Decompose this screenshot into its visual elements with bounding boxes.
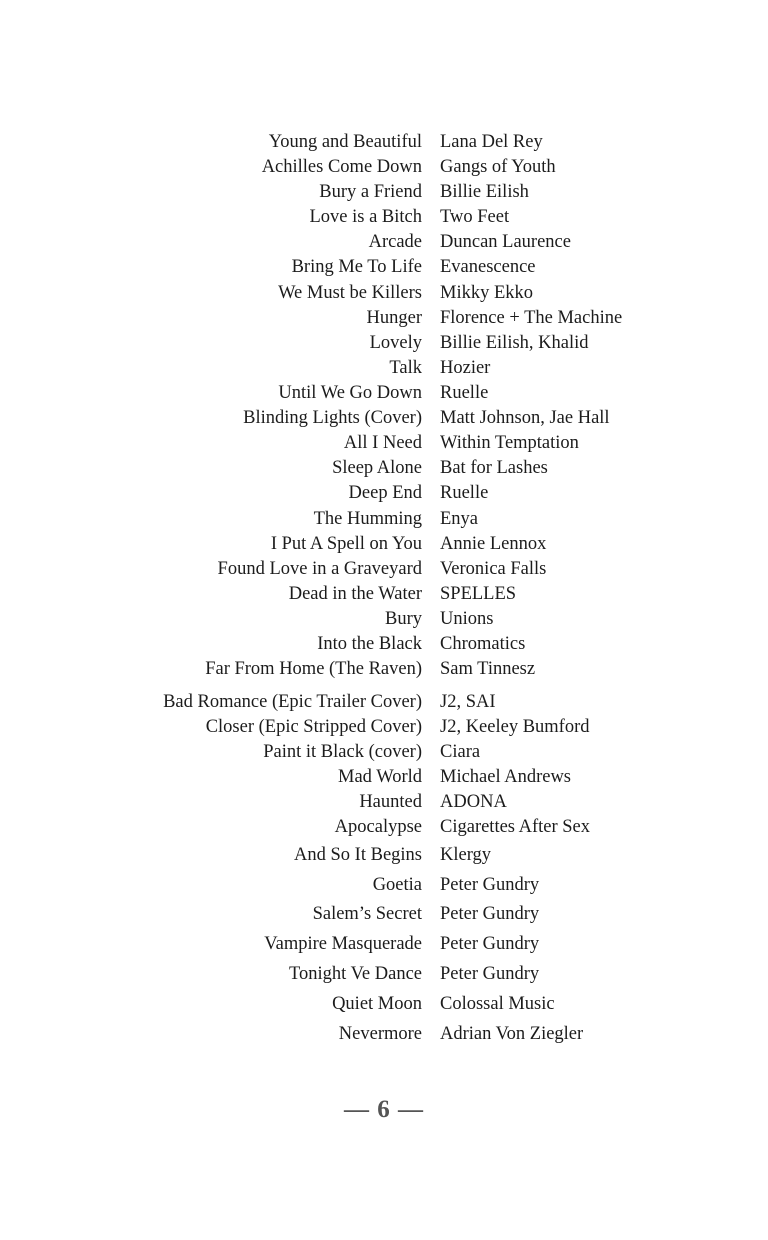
- track-row: [0, 657, 768, 682]
- track-title: All I Need: [343, 433, 422, 453]
- track-title: Bad Romance (Epic Trailer Cover): [163, 692, 422, 712]
- track-artist: SPELLES: [440, 584, 517, 604]
- track-title: Vampire Masquerade: [264, 934, 422, 954]
- track-artist: Ruelle: [440, 383, 489, 403]
- track-row: [0, 406, 768, 431]
- track-title: Bury a Friend: [319, 182, 422, 202]
- track-row: [0, 843, 768, 868]
- track-artist: J2, SAI: [440, 692, 496, 712]
- track-artist: Adrian Von Ziegler: [440, 1024, 584, 1044]
- track-title: Dead in the Water: [288, 584, 422, 604]
- track-artist: Lana Del Rey: [440, 132, 543, 152]
- track-artist: Veronica Falls: [440, 559, 547, 579]
- track-title: We Must be Killers: [278, 283, 422, 303]
- track-title: Closer (Epic Stripped Cover): [205, 717, 422, 737]
- track-title: Bring Me To Life: [291, 257, 422, 277]
- track-artist: Cigarettes After Sex: [440, 817, 591, 837]
- track-row: [0, 962, 768, 987]
- track-row: [0, 1022, 768, 1047]
- track-title: Goetia: [372, 875, 422, 895]
- track-artist: Gangs of Youth: [440, 157, 556, 177]
- track-row: [0, 532, 768, 557]
- track-artist: Peter Gundry: [440, 964, 540, 984]
- track-row: [0, 381, 768, 406]
- page-number: — 6 —: [344, 1096, 424, 1123]
- track-artist: Annie Lennox: [440, 534, 547, 554]
- track-title: Nevermore: [338, 1024, 422, 1044]
- track-artist: Ciara: [440, 742, 481, 762]
- track-row: [0, 632, 768, 657]
- track-artist: Hozier: [440, 358, 491, 378]
- track-row: [0, 481, 768, 506]
- track-title: Salem’s Secret: [312, 904, 422, 924]
- track-title: Sleep Alone: [332, 458, 422, 478]
- track-row: [0, 456, 768, 481]
- track-row: [0, 690, 768, 715]
- track-row: [0, 557, 768, 582]
- track-title: I Put A Spell on You: [270, 534, 422, 554]
- track-artist: ADONA: [440, 792, 507, 812]
- track-artist: Florence + The Machine: [440, 308, 623, 328]
- track-artist: Peter Gundry: [440, 934, 540, 954]
- track-row: [0, 790, 768, 815]
- track-title: Far From Home (The Raven): [205, 659, 422, 679]
- track-title: Tonight Ve Dance: [289, 964, 422, 984]
- track-row: [0, 356, 768, 381]
- track-title: Achilles Come Down: [261, 157, 422, 177]
- track-title: Lovely: [369, 333, 422, 353]
- track-title: Bury: [385, 609, 422, 629]
- track-artist: Unions: [440, 609, 494, 629]
- track-title: Deep End: [348, 483, 422, 503]
- track-title: Apocalypse: [334, 817, 422, 837]
- track-artist: Two Feet: [440, 207, 510, 227]
- track-artist: Sam Tinnesz: [440, 659, 536, 679]
- track-artist: Peter Gundry: [440, 904, 540, 924]
- track-row: [0, 715, 768, 740]
- track-title: Paint it Black (cover): [263, 742, 422, 762]
- track-title: Quiet Moon: [332, 994, 422, 1014]
- track-title: The Humming: [313, 509, 422, 529]
- track-row: [0, 873, 768, 898]
- track-artist: Matt Johnson, Jae Hall: [440, 408, 610, 428]
- track-title: Mad World: [338, 767, 422, 787]
- track-row: [0, 607, 768, 632]
- track-artist: Michael Andrews: [440, 767, 572, 787]
- track-artist: Klergy: [440, 845, 492, 865]
- track-row: [0, 155, 768, 180]
- track-title: And So It Begins: [294, 845, 422, 865]
- track-artist: Colossal Music: [440, 994, 555, 1014]
- track-row: [0, 205, 768, 230]
- track-row: [0, 992, 768, 1017]
- track-artist: Billie Eilish: [440, 182, 529, 202]
- track-artist: Duncan Laurence: [440, 232, 571, 252]
- track-artist: Ruelle: [440, 483, 489, 503]
- track-title: Young and Beautiful: [268, 132, 422, 152]
- track-title: Arcade: [368, 232, 422, 252]
- track-artist: Chromatics: [440, 634, 526, 654]
- track-row: [0, 740, 768, 765]
- track-row: [0, 815, 768, 840]
- track-row: [0, 932, 768, 957]
- track-row: [0, 281, 768, 306]
- track-row: [0, 765, 768, 790]
- track-artist: Within Temptation: [440, 433, 579, 453]
- track-row: [0, 582, 768, 607]
- track-row: [0, 255, 768, 280]
- track-row: [0, 431, 768, 456]
- track-row: [0, 306, 768, 331]
- track-title: Blinding Lights (Cover): [243, 408, 422, 428]
- track-row: [0, 230, 768, 255]
- track-artist: Bat for Lashes: [440, 458, 548, 478]
- track-artist: Evanescence: [440, 257, 536, 277]
- track-artist: Mikky Ekko: [440, 283, 534, 303]
- track-title: Love is a Bitch: [309, 207, 422, 227]
- track-title: Talk: [389, 358, 422, 378]
- track-artist: Enya: [440, 509, 479, 529]
- track-title: Found Love in a Graveyard: [217, 559, 422, 579]
- track-row: [0, 902, 768, 927]
- track-title: Haunted: [359, 792, 422, 812]
- track-title: Hunger: [366, 308, 422, 328]
- track-row: [0, 180, 768, 205]
- track-artist: Billie Eilish, Khalid: [440, 333, 589, 353]
- track-row: [0, 130, 768, 155]
- track-row: [0, 331, 768, 356]
- track-title: Until We Go Down: [278, 383, 422, 403]
- track-artist: Peter Gundry: [440, 875, 540, 895]
- track-title: Into the Black: [317, 634, 422, 654]
- track-artist: J2, Keeley Bumford: [440, 717, 590, 737]
- track-row: [0, 507, 768, 532]
